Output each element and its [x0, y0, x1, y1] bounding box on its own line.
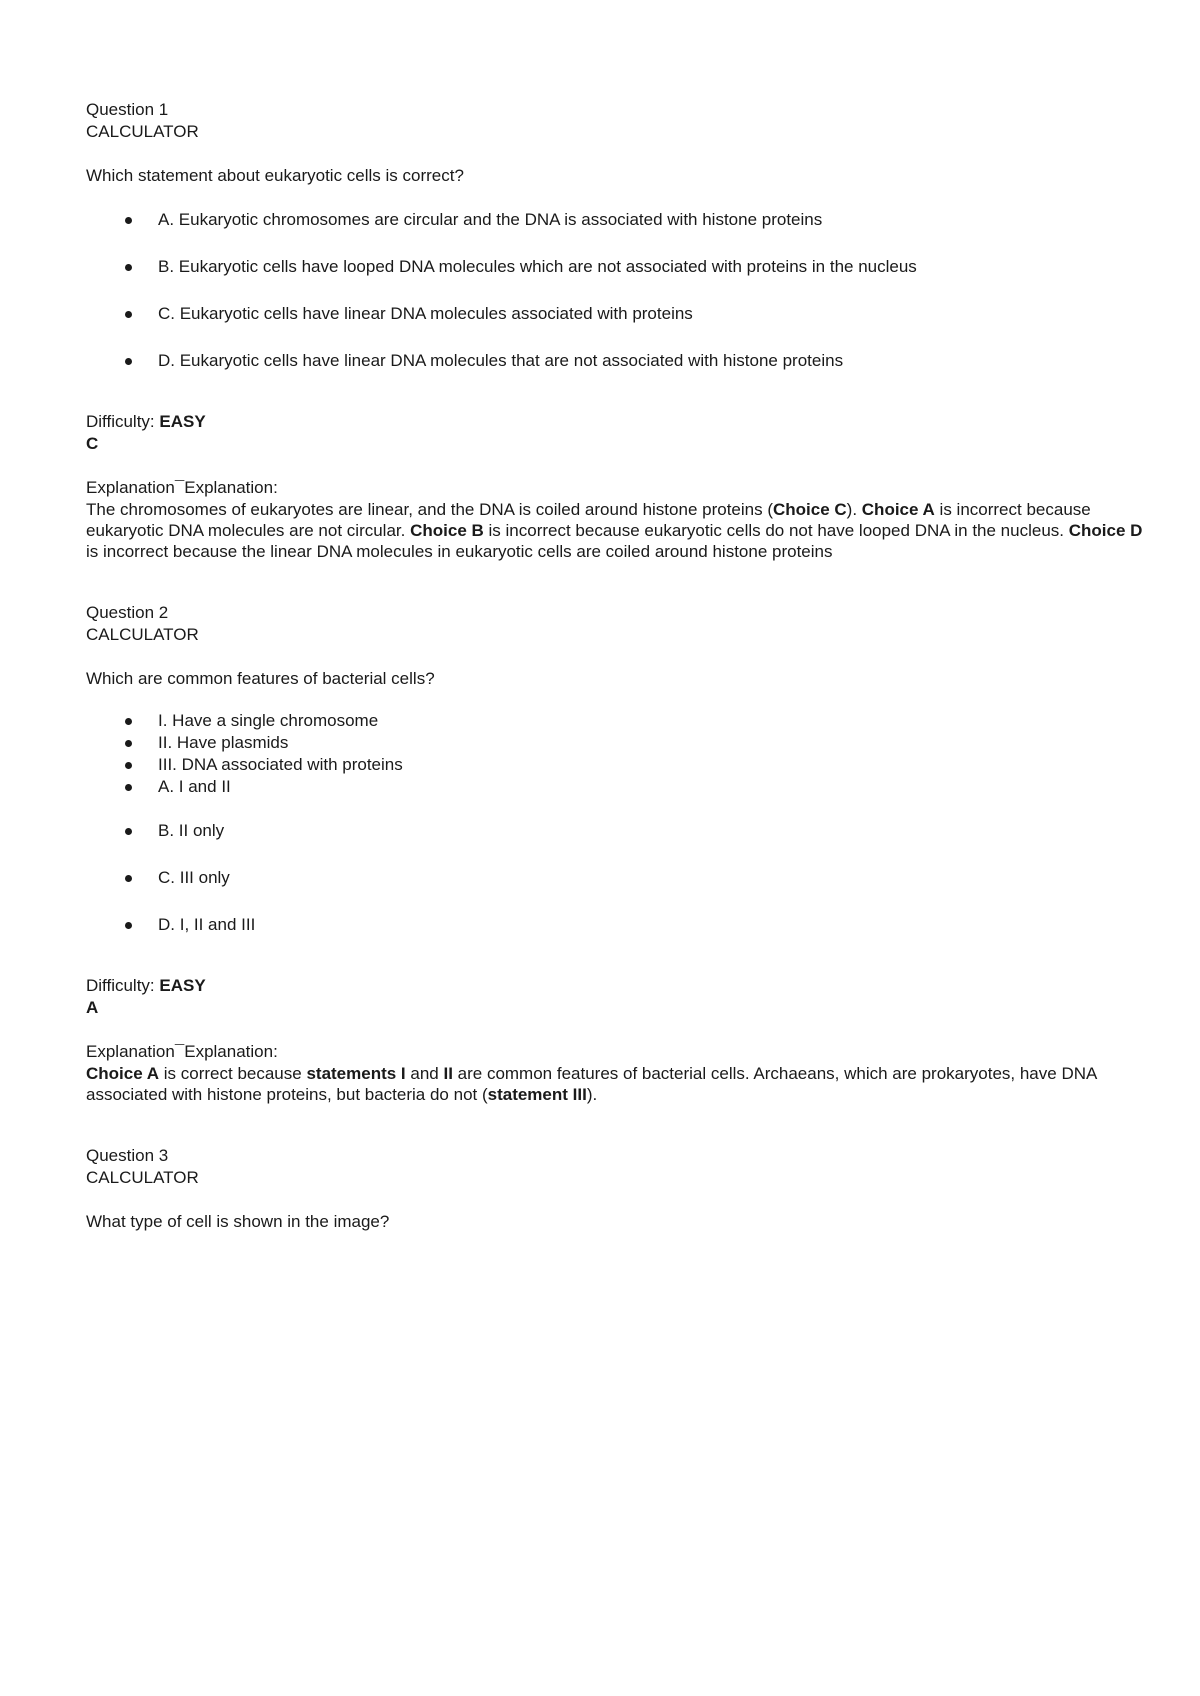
answer-choices — [86, 820, 1146, 936]
difficulty-value: EASY — [159, 412, 206, 431]
correct-answer: A — [86, 998, 99, 1017]
explanation-run: is correct because — [159, 1064, 307, 1083]
explanation-run: Choice C — [772, 500, 847, 519]
difficulty-value: EASY — [159, 976, 206, 995]
choice-b: B. Eukaryotic cells have looped DNA molecules which are not associated with proteins in the nucleus — [86, 256, 1146, 278]
explanation-run: is incorrect because eukaryotic cells do not have looped DNA in the nucleus. — [483, 521, 1069, 540]
question-title: Question 2 — [86, 603, 169, 622]
explanation-run: Choice B — [410, 521, 484, 540]
explanation-run: The chromosomes of eukaryotes are linear, and the DNA is coiled around histone proteins ( — [86, 500, 773, 519]
explanation-run: statement III — [487, 1085, 587, 1104]
choice-b: B. II only — [86, 820, 1146, 842]
correct-answer: C — [86, 434, 99, 453]
explanation-text — [86, 499, 1146, 562]
explanation-run: is incorrect because the linear DNA molecules in eukaryotic cells are coiled around histone proteins — [86, 542, 833, 561]
choice-a: A. I and II — [86, 776, 1146, 798]
explanation-run: II — [443, 1064, 453, 1083]
question-2 — [86, 602, 1146, 1105]
explanation-run: Choice D — [1068, 521, 1143, 540]
explanation-run: ). — [846, 500, 862, 519]
explanation-label: Explanation¯Explanation: — [86, 1042, 278, 1061]
statement-item: II. Have plasmids — [86, 732, 1146, 754]
document-page — [86, 99, 1146, 1233]
question-title: Question 1 — [86, 100, 169, 119]
question-3 — [86, 1145, 1146, 1233]
explanation-run: ). — [586, 1085, 598, 1104]
difficulty-label: Difficulty: — [86, 976, 160, 995]
difficulty-label: Difficulty: — [86, 412, 160, 431]
explanation-run: Choice A — [861, 500, 935, 519]
explanation-text — [86, 1063, 1146, 1105]
question-prompt: Which are common features of bacterial cells? — [86, 669, 435, 688]
statement-item: III. DNA associated with proteins — [86, 754, 1146, 776]
explanation-run: Choice A — [86, 1064, 160, 1083]
answer-choices — [86, 209, 1146, 372]
explanation-run: statements I — [306, 1064, 406, 1083]
question-tag: CALCULATOR — [86, 122, 199, 141]
explanation-run: are common features of bacterial cells. Archaeans, which are prokaryotes, have DNA associated with histone proteins, but bacteria do not ( — [86, 1064, 1097, 1104]
question-prompt: Which statement about eukaryotic cells is correct? — [86, 166, 464, 185]
choice-a: A. Eukaryotic chromosomes are circular and the DNA is associated with histone proteins — [86, 209, 1146, 231]
difficulty-line — [86, 411, 1146, 433]
question-title: Question 3 — [86, 1146, 169, 1165]
choice-d: D. Eukaryotic cells have linear DNA molecules that are not associated with histone proteins — [86, 350, 1146, 372]
statement-item: I. Have a single chromosome — [86, 710, 1146, 732]
question-1 — [86, 99, 1146, 562]
explanation-label: Explanation¯Explanation: — [86, 478, 278, 497]
question-tag: CALCULATOR — [86, 625, 199, 644]
choice-c: C. Eukaryotic cells have linear DNA molecules associated with proteins — [86, 303, 1146, 325]
choice-d: D. I, II and III — [86, 914, 1146, 936]
difficulty-line — [86, 975, 1146, 997]
question-tag: CALCULATOR — [86, 1168, 199, 1187]
statement-list — [86, 710, 1146, 798]
choice-c: C. III only — [86, 867, 1146, 889]
explanation-run: is incorrect because eukaryotic DNA molecules are not circular. — [86, 500, 1091, 540]
question-prompt: What type of cell is shown in the image? — [86, 1212, 390, 1231]
explanation-run: and — [405, 1064, 444, 1083]
